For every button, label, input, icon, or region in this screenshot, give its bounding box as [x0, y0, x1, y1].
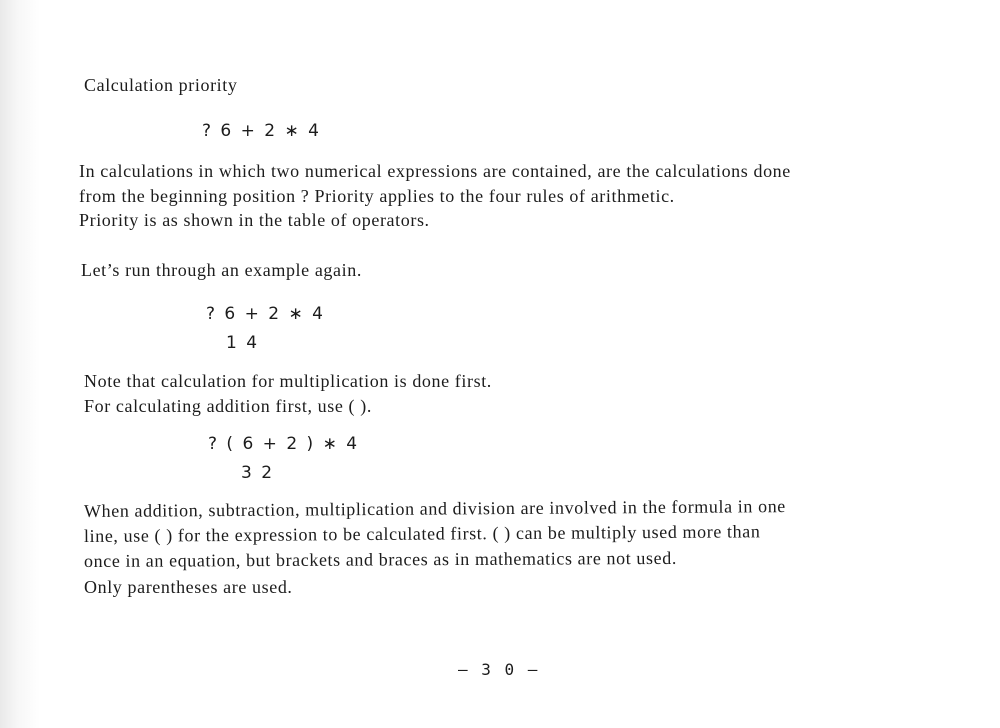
- code-example-3-output: 3 2: [241, 463, 275, 483]
- example-intro: Let’s run through an example again.: [81, 260, 362, 280]
- paragraph-1-line-2: from the beginning position ? Priority applies to the four rules of arithmetic.: [79, 186, 675, 206]
- paragraph-3-line-2: line, use ( ) for the expression to be calculated first. ( ) can be multiply used more than: [83, 521, 761, 546]
- section-heading: Calculation priority: [84, 75, 238, 95]
- paragraph-2-line-1: Note that calculation for multiplication is done first.: [84, 371, 492, 391]
- paragraph-3-line-3: once in an equation, but brackets and braces as in mathematics are not used.: [83, 547, 677, 571]
- paragraph-1-line-3: Priority is as shown in the table of operators.: [79, 210, 430, 230]
- paragraph-1-line-1: In calculations in which two numerical expressions are contained, are the calculations done: [79, 161, 791, 181]
- paragraph-3-line-1: When addition, subtraction, multiplication and division are involved in the formula in one: [83, 496, 786, 521]
- paragraph-2-line-2: For calculating addition first, use ( ).: [84, 396, 372, 416]
- page-number: – 3 0 –: [458, 660, 540, 679]
- code-example-2-output: 1 4: [226, 333, 260, 353]
- code-example-2-input: ? 6 + 2 ∗ 4: [206, 304, 325, 324]
- paragraph-3-line-4: Only parentheses are used.: [84, 577, 293, 597]
- code-example-1: ? 6 + 2 ∗ 4: [202, 121, 321, 141]
- code-example-3-input: ? ( 6 + 2 ) ∗ 4: [208, 434, 360, 454]
